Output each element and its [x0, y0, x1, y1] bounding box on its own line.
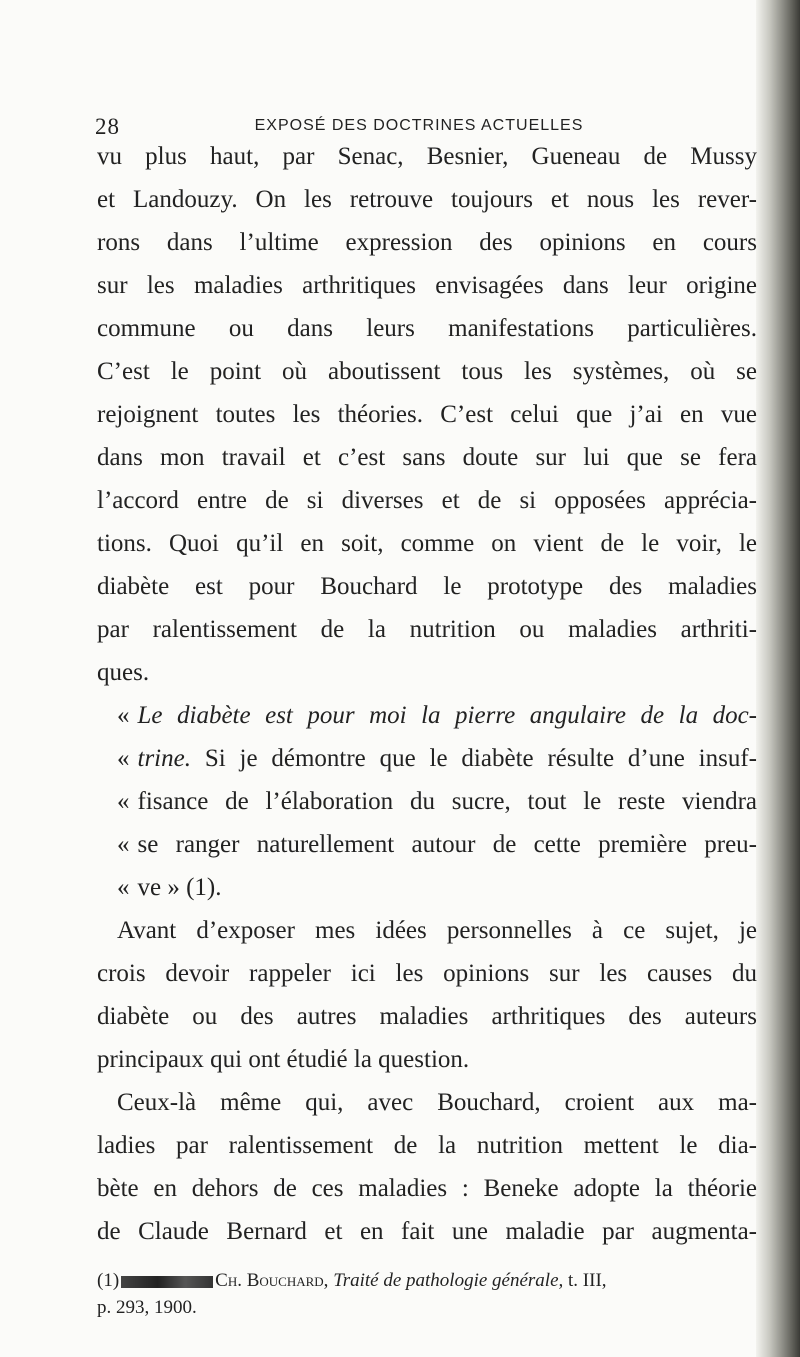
ink-blot: [121, 1276, 213, 1288]
footnote-title: Traité de pathologie générale,: [333, 1270, 564, 1291]
quote-italic-text: Le diabète est pour moi la pierre angulaire de la doc-: [137, 702, 757, 729]
quote-text: ve » (1).: [137, 874, 222, 901]
quote-text: Si je démontre que le diabète résulte d’une insuf-: [204, 745, 757, 772]
text-line: bète en dehors de ces maladies : Beneke adopte la théorie: [97, 1175, 757, 1202]
text-line: crois devoir rappeler ici les opinions sur les causes du: [97, 960, 757, 987]
text-line: rejoignent toutes les théories. C’est celui que j’ai en vue: [97, 401, 757, 428]
quote-line: [117, 787, 757, 817]
text-line: sur les maladies arthritiques envisagées dans leur origine: [97, 272, 757, 299]
quote-line: [117, 744, 757, 774]
text-line: ladies par ralentissement de la nutrition mettent le dia-: [97, 1132, 757, 1159]
running-head: EXPOSÉ DES DOCTRINES ACTUELLES: [254, 117, 584, 134]
quote-mark: «: [117, 745, 130, 772]
page-edge-shadow: [756, 0, 800, 1357]
quote-line: [117, 830, 757, 860]
text-line: de Claude Bernard et en fait une maladie par augmenta-: [97, 1218, 757, 1245]
quote-line: [117, 873, 757, 903]
text-line: C’est le point où aboutissent tous les systèmes, où se: [97, 358, 757, 385]
quote-mark: «: [117, 788, 130, 815]
quote-italic-text: trine.: [137, 745, 191, 772]
text-line: commune ou dans leurs manifestations particulières.: [97, 315, 757, 342]
footnote-author: Ch. Bouchard,: [215, 1270, 329, 1291]
page-number: 28: [95, 114, 120, 139]
text-line: dans mon travail et c’est sans doute sur lui que se fera: [97, 444, 757, 471]
text-line: vu plus haut, par Senac, Besnier, Gueneau de Mussy: [97, 143, 757, 170]
quote-mark: «: [117, 702, 130, 729]
text-line: diabète ou des autres maladies arthritiques des auteurs: [97, 1003, 757, 1030]
footnote-line: p. 293, 1900.: [97, 1297, 197, 1318]
quote-text: se ranger naturellement autour de cette première preu-: [137, 831, 757, 858]
text-line: par ralentissement de la nutrition ou maladies arthriti-: [97, 616, 757, 643]
text-line: l’accord entre de si diverses et de si opposées apprécia-: [97, 487, 757, 514]
text-line: principaux qui ont étudié la question.: [97, 1046, 470, 1073]
quote-mark: «: [117, 831, 130, 858]
footnote-volume: t. III,: [568, 1270, 607, 1291]
footnote-line: [97, 1269, 757, 1293]
text-line: diabète est pour Bouchard le prototype des maladies: [97, 573, 757, 600]
text-line: et Landouzy. On les retrouve toujours et nous les rever-: [97, 186, 757, 213]
text-line: tions. Quoi qu’il en soit, comme on vient de le voir, le: [97, 530, 757, 557]
text-line: rons dans l’ultime expression des opinions en cours: [97, 229, 757, 256]
quote-text: fisance de l’élaboration du sucre, tout le reste viendra: [137, 788, 757, 815]
text-line: ques.: [97, 659, 150, 686]
quote-mark: «: [117, 874, 130, 901]
text-line: Avant d’exposer mes idées personnelles à ce sujet, je: [117, 917, 757, 944]
quote-line: [117, 701, 757, 731]
footnote-number: (1): [97, 1270, 120, 1291]
text-line: Ceux-là même qui, avec Bouchard, croient aux ma-: [117, 1089, 757, 1116]
